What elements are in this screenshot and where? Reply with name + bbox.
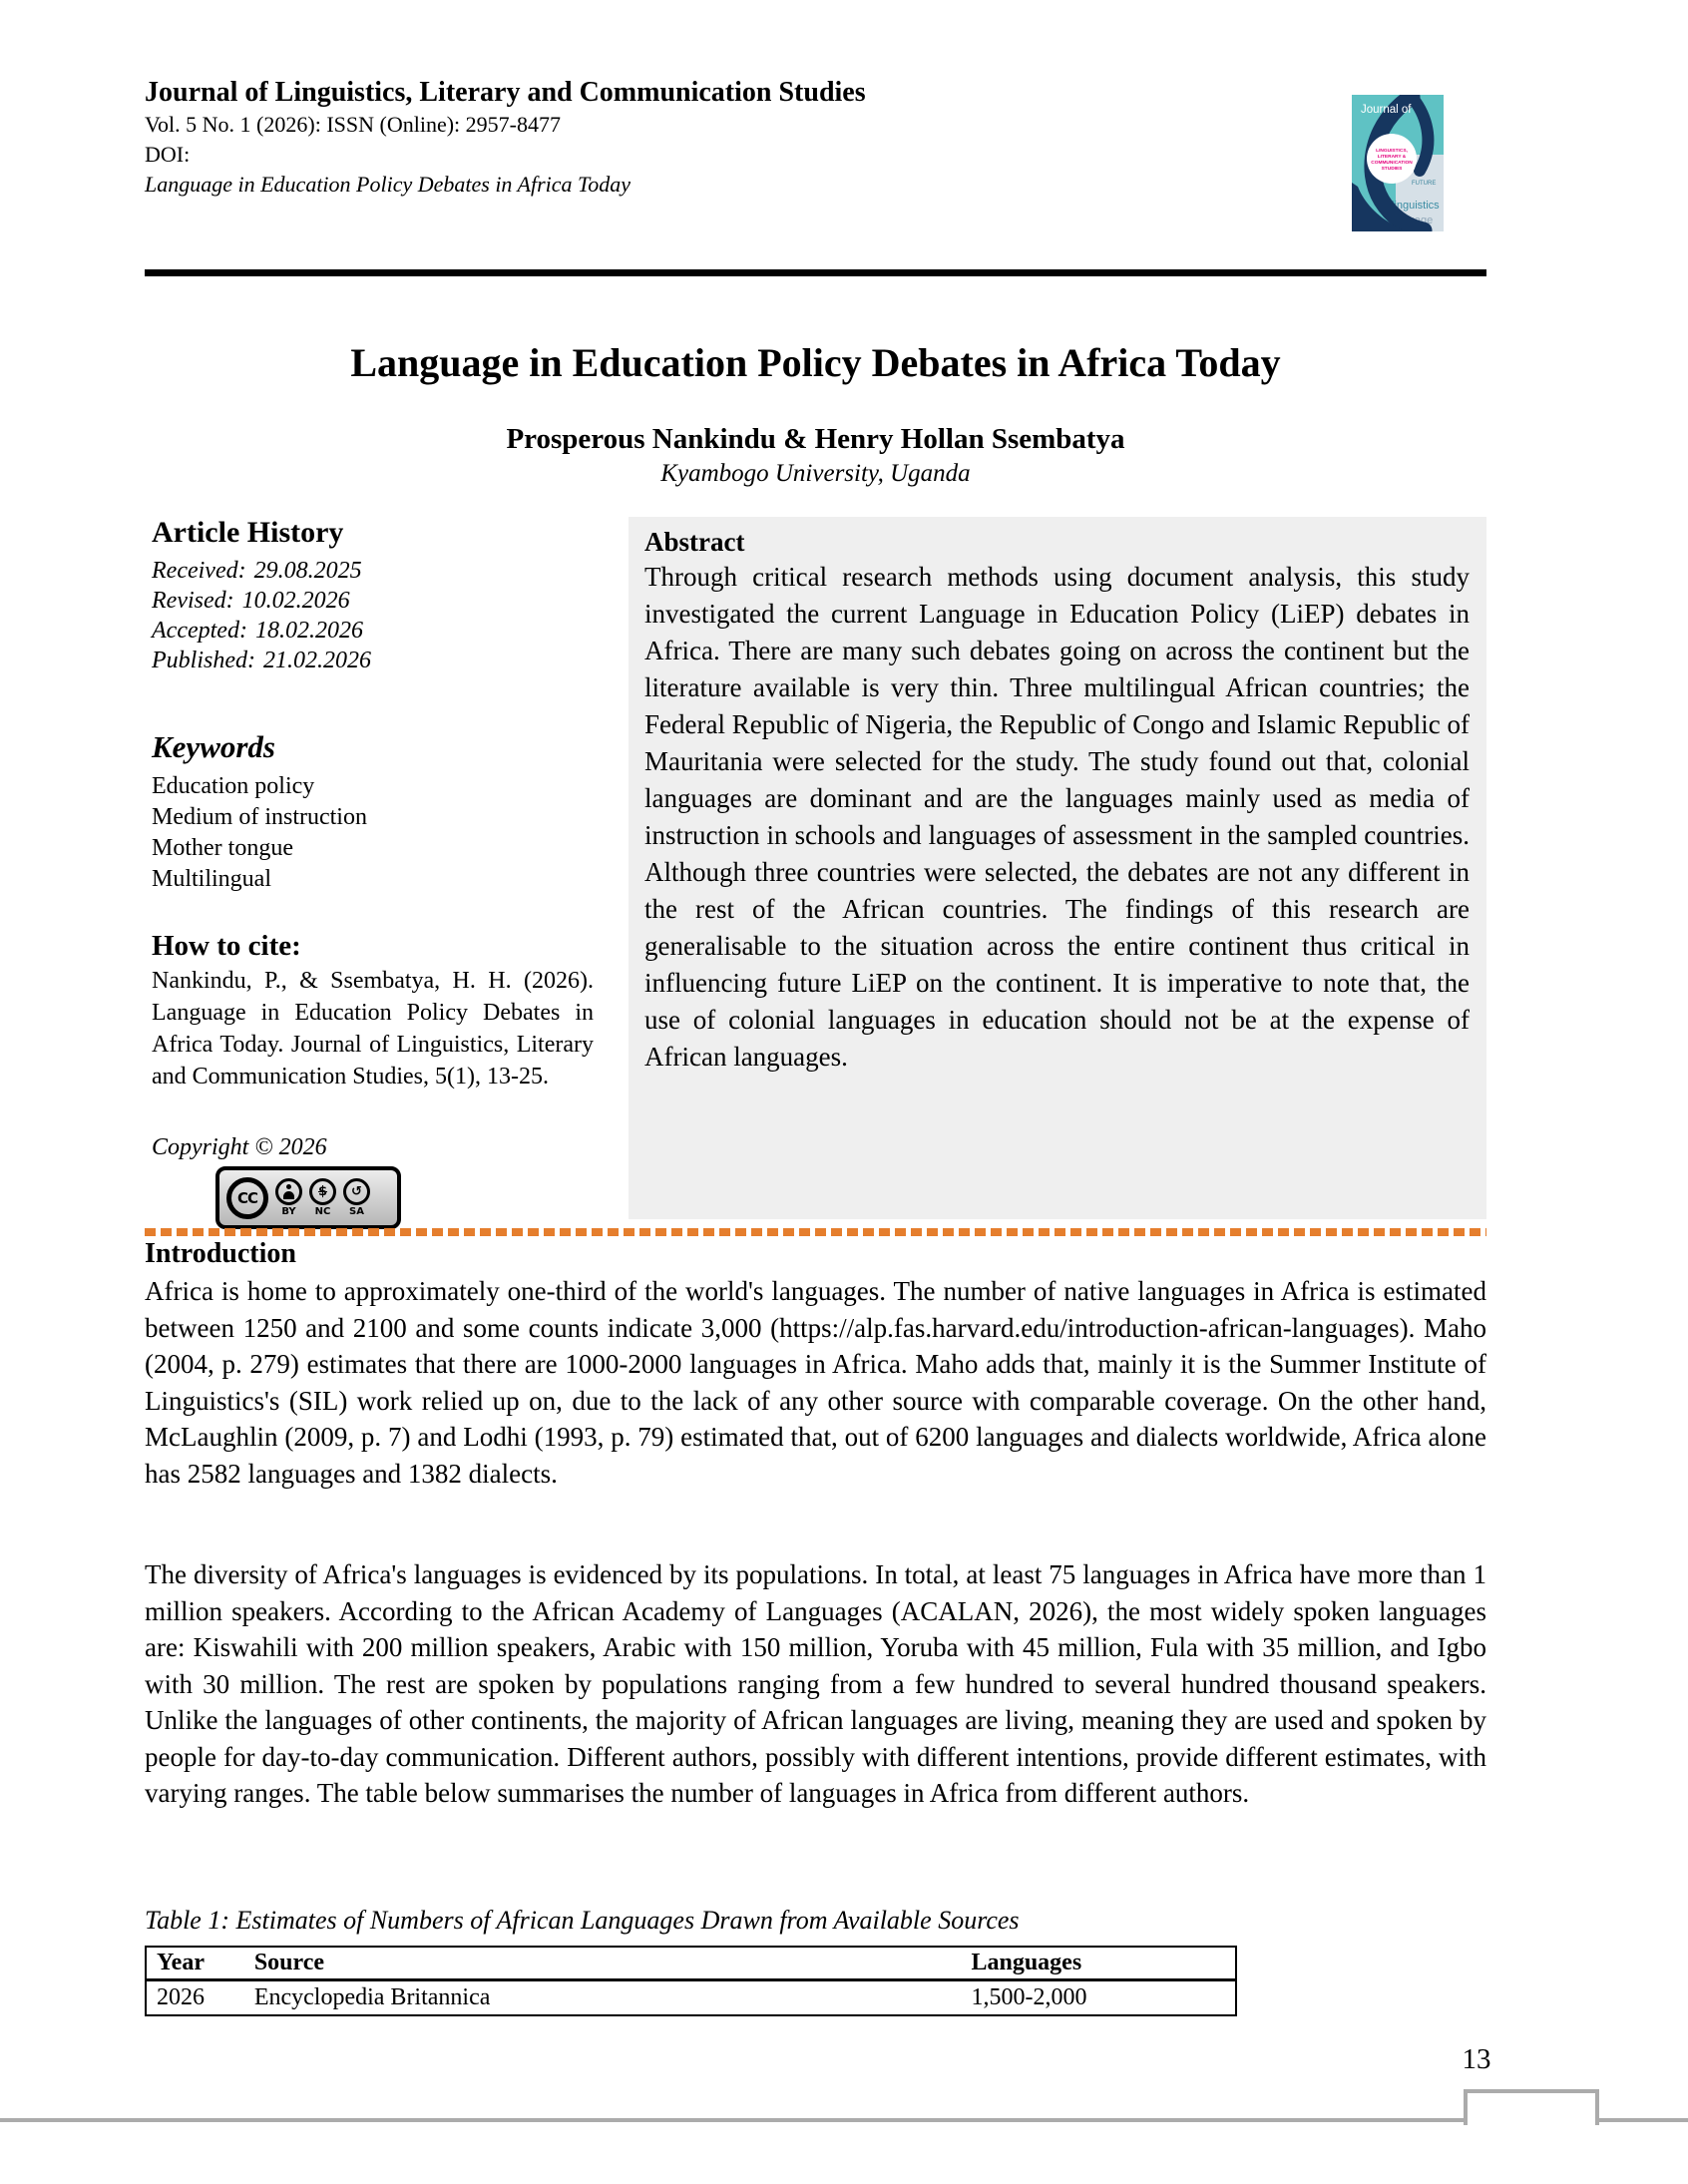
logo-circle-line-3: COMMUNICATION <box>1371 161 1413 166</box>
cell-year: 2026 <box>157 1984 205 2010</box>
cc-sa-label: SA <box>349 1205 364 1217</box>
page-number: 13 <box>1462 2043 1491 2075</box>
introduction-heading: Introduction <box>145 1238 296 1269</box>
journal-logo <box>1352 95 1444 231</box>
history-published: Published: 21.02.2026 <box>152 648 371 673</box>
history-revised: Revised: 10.02.2026 <box>152 588 350 614</box>
masthead <box>145 76 1322 200</box>
keyword-item: Multilingual <box>152 866 271 892</box>
keyword-item: Mother tongue <box>152 835 293 861</box>
citation-text: Nankindu, P., & Ssembatya, H. H. (2026). Language in Education Policy Debates in Africa Today. Journal of Linguistics, Literary and Communication Studies, 5(1), 13-25. <box>152 968 594 1090</box>
article-affiliation: Kyambogo University, Uganda <box>660 460 971 487</box>
logo-circle-line-1: LINGUISTICS, <box>1376 149 1408 154</box>
article-authors: Prosperous Nankindu & Henry Hollan Ssembatya <box>506 423 1125 455</box>
cell-source: Encyclopedia Britannica <box>253 1984 491 2010</box>
abstract-box <box>629 517 1486 1219</box>
keyword-item: Education policy <box>152 773 315 799</box>
table-1-caption: Table 1: Estimates of Numbers of African Languages Drawn from Available Sources <box>145 1906 1020 1935</box>
logo-wordcloud-word-linguistics: linguistics <box>1392 200 1440 212</box>
copyright-text: Copyright © 2026 <box>152 1134 327 1160</box>
article-history-heading: Article History <box>152 516 344 549</box>
article-title: Language in Education Policy Debates in Africa Today <box>350 340 1281 385</box>
keywords-list <box>152 771 594 895</box>
column-header-year: Year <box>146 1947 244 1980</box>
keyword-item: Medium of instruction <box>152 804 367 830</box>
cc-by-label: BY <box>281 1205 296 1217</box>
history-received: Received: 29.08.2025 <box>152 558 362 584</box>
logo-wordcloud-word-language: language <box>1388 215 1434 226</box>
abstract-text: Through critical research methods using document analysis, this study investigated the current Language in Education Policy (LiEP) debates in Africa. There are many such debates going on across the continent but the literature available is very thin. Three multilingual African countries; the Federal Republic of Nigeria, the Republic of Congo and Islamic Republic of Mauritania were selected for the study. The study found out that, colonial languages are dominant and are the languages mainly used as media of instruction in schools and languages of assessment in the sampled countries. Although three countries were selected, the debates are not any different in the rest of the African countries. The findings of this research are generalisable to the situation across the entire continent thus critical in influencing future LiEP on the continent. It is imperative to note that, the use of colonial languages in education should not be at the expense of African languages. <box>644 562 1470 1072</box>
cc-nc-label: NC <box>314 1205 331 1217</box>
how-to-cite-heading: How to cite: <box>152 930 301 962</box>
section-divider <box>145 1228 1486 1236</box>
introduction-paragraph-1: Africa is home to approximately one-third of the world's languages. The number of native languages in Africa is estimated between 1250 and 2100 and some counts indicate 3,000 (https://alp.fas.harvard.edu/introduction-african-languages). Maho (2004, p. 279) estimates that there are 1000-2000 languages in Africa. Maho adds that, mainly it is the Summer Institute of Linguistics's (SIL) work relied up on, due to the lack of any other source with comparable coverage. On the other hand, McLaughlin (2009, p. 7) and Lodhi (1993, p. 79) estimated that, out of 6200 languages and dialects worldwide, Africa alone has 2582 languages and 1382 dialects. <box>145 1276 1486 1489</box>
logo-circle-line-4: STUDIES <box>1381 167 1403 172</box>
cc-nc-dollar-icon: $ <box>309 1178 336 1205</box>
history-accepted: Accepted: 18.02.2026 <box>152 618 363 644</box>
cc-by-person-icon <box>275 1178 302 1205</box>
cc-nc-group <box>309 1178 336 1218</box>
cc-license-badge <box>215 1166 401 1229</box>
logo-circle-line-2: LITERARY & <box>1377 155 1407 160</box>
doi-label: DOI: <box>145 142 191 167</box>
article-meta-column <box>152 514 594 1229</box>
table-row <box>146 1980 1236 2016</box>
page-edge-tab <box>1464 2089 1599 2125</box>
abstract-heading: Abstract <box>644 527 745 557</box>
introduction-section <box>145 1237 1486 2016</box>
issue-line: Vol. 5 No. 1 (2026): ISSN (Online): 2957-8477 <box>145 112 561 137</box>
page-edge-line <box>0 2118 1688 2122</box>
running-title: Language in Education Policy Debates in Africa Today <box>145 172 632 197</box>
table-header-row <box>146 1947 1236 1980</box>
keywords-heading: Keywords <box>152 729 275 764</box>
journal-title: Journal of Linguistics, Literary and Communication Studies <box>145 77 866 108</box>
column-header-source: Source <box>244 1947 962 1980</box>
article-history-list <box>152 556 594 675</box>
logo-wordcloud-word-small: FUTURE <box>1412 181 1437 187</box>
cc-sa-arrow-icon: ↺ <box>343 1178 370 1205</box>
logo-top-text: Journal of <box>1361 104 1412 116</box>
cc-icon: CC <box>226 1177 268 1219</box>
cc-sa-group <box>343 1178 370 1218</box>
introduction-paragraph-2: The diversity of Africa's languages is evidenced by its populations. In total, at least 75 languages in Africa have more than 1 million speakers. According to the African Academy of Languages (ACALAN, 2026), the most widely spoken languages are: Kiswahili with 200 million speakers, Arabic with 150 million, Yoruba with 45 million, Fula with 35 million, and Igbo with 30 million. The rest are spoken by populations ranging from a few hundred to several hundred thousand speakers. Unlike the languages of other continents, the majority of African languages are living, meaning they are used and spoken by people for day-to-day communication. Different authors, possibly with different intentions, provide different estimates, with varying ranges. The table below summarises the number of languages in Africa from different authors. <box>145 1559 1486 1808</box>
cc-by-group <box>275 1178 302 1218</box>
header-rule <box>145 269 1486 276</box>
table-1 <box>145 1946 1237 2016</box>
cell-languages: 1,500-2,000 <box>971 1984 1087 2010</box>
column-header-languages: Languages <box>961 1947 1236 1980</box>
